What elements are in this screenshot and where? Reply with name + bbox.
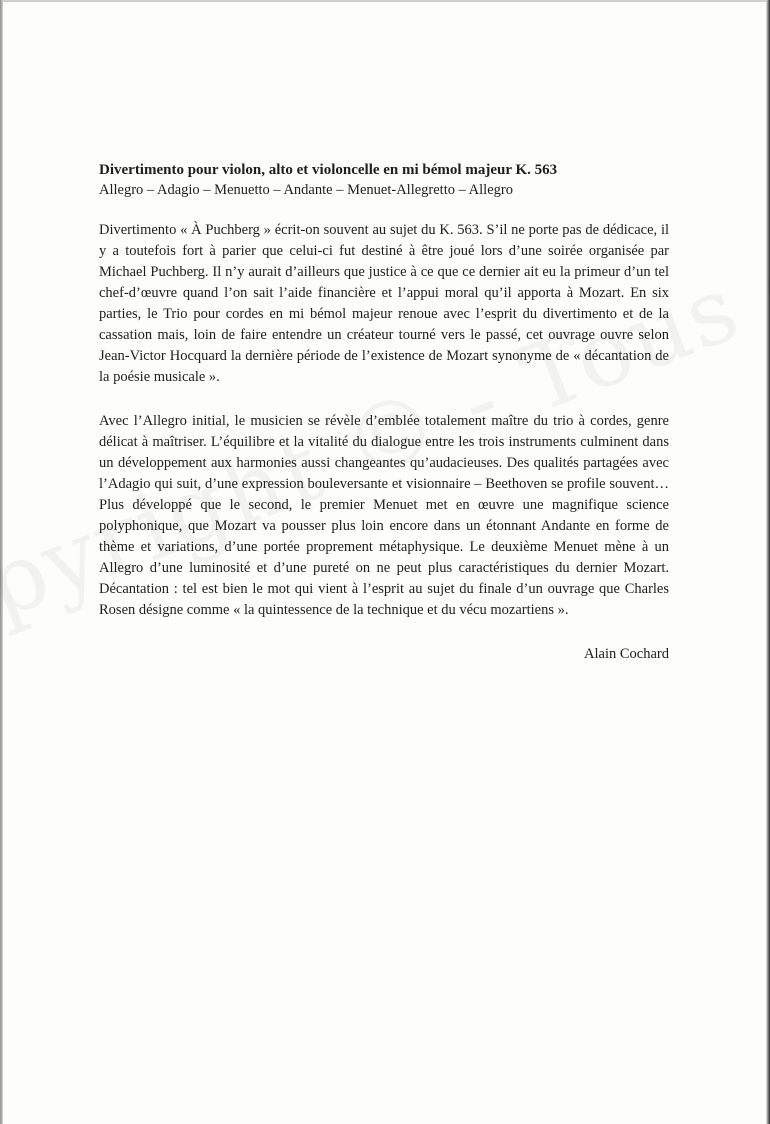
page-left-edge — [0, 0, 3, 1124]
paragraph-2: Avec l’Allegro initial, le musicien se révèle d’emblée totalement maître du trio à cordes, genre délicat à maîtriser. L’équilibre et la vitalité du dialogue entre les trois instruments culminent dans un développement aux harmonies aussi changeantes qu’audacieuses. Des qualités partagées avec l’Adagio qui suit, d’une expression bouleversante et visionnaire – Beethoven se profile souvent… Plus développé que le second, le premier Menuet met en œuvre une magnifique science polyphonique, que Mozart va pousser plus loin encore dans un étonnant Andante en forme de thème et variations, d’une portée proprement métaphysique. Le deuxième Menuet mène à un Allegro d’une luminosité et d’une pureté on ne peut plus caractéristiques du dernier Mozart. Décantation : tel est bien le mot qui vient à l’esprit au sujet du finale d’un ouvrage que Charles Rosen désigne comme « la quintessence de la technique et du vécu mozartiens ». — [99, 413, 669, 618]
author-signature: Alain Cochard — [584, 646, 669, 662]
article-body — [99, 160, 669, 664]
page-right-edge — [766, 0, 770, 1124]
paragraph-1: Divertimento « À Puchberg » écrit-on souvent au sujet du K. 563. S’il ne porte pas de dédicace, il y a toutefois fort à parier que celui-ci fut destiné à être joué lors d’une soirée organisée par Michael Puchberg. Il n’y aurait d’ailleurs que justice à ce que ce dernier ait eu la primeur d’un tel chef-d’œuvre quand l’on sait l’aide financière et l’appui moral qu’il apporta à Mozart. En six parties, le Trio pour cordes en mi bémol majeur renoue avec l’esprit du divertimento et de la cassation mais, loin de faire entendre un créateur tourné vers le passé, cet ouvrage ouvre selon Jean-Victor Hocquard la dernière période de l’existence de Mozart synonyme de « décantation de la poésie musicale ». — [99, 222, 669, 385]
movement-list: Allegro – Adagio – Menuetto – Andante – Menuet-Allegretto – Allegro — [99, 182, 513, 198]
work-title: Divertimento pour violon, alto et violoncelle en mi bémol majeur K. 563 — [99, 162, 558, 178]
page-top-edge — [0, 0, 770, 2]
